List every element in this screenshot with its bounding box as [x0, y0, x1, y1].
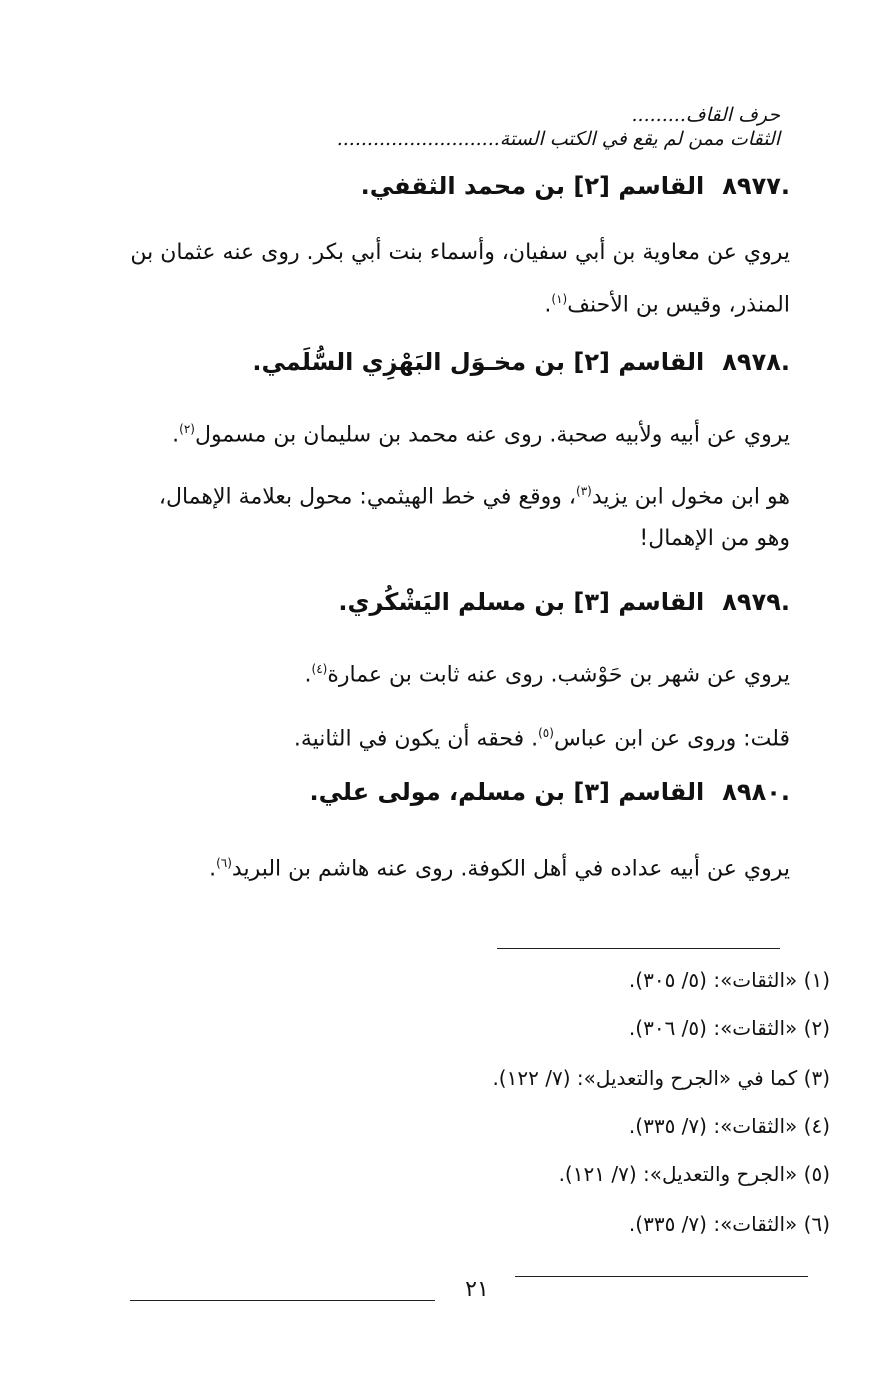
paragraph: [100, 408, 790, 456]
paragraph-text-tail: .: [304, 662, 312, 688]
paragraph: [100, 232, 790, 274]
entry-heading: [90, 348, 790, 376]
running-header-title: الثقات ممن لم يقع في الكتب الستة...........................: [336, 128, 780, 150]
footnote: (٤) «الثقات»: (٧/ ٣٣٥).: [628, 1114, 830, 1138]
entry-heading: [90, 588, 790, 616]
entry-heading: [90, 778, 790, 806]
footnote-ref: (٣): [576, 484, 592, 498]
paragraph-text-tail: .: [172, 422, 180, 448]
entry-name: القاسم [٣] بن مسلم اليَشْكُري.: [338, 588, 705, 616]
paragraph-text-tail: .: [544, 292, 552, 318]
footnote: (٦) «الثقات»: (٧/ ٣٣٥).: [628, 1212, 830, 1236]
paragraph-text: يروي عن معاوية بن أبي سفيان، وأسماء بنت أبي بكر. روى عنه عثمان بن: [130, 240, 790, 265]
entry-name: القاسم [٢] بن مخـوَل البَهْزِي السُّلَمي.: [252, 348, 705, 376]
entry-name: القاسم [٣] بن مسلم، مولى علي.: [309, 778, 705, 806]
footnote: (٢) «الثقات»: (٥/ ٣٠٦).: [628, 1016, 830, 1040]
paragraph-text-tail: ، ووقع في خط الهيثمي: محول بعلامة الإهمال،: [158, 484, 576, 510]
paragraph: [100, 278, 790, 326]
entry-number: .٨٩٧٧: [722, 172, 790, 200]
paragraph-text-tail: . فحقه أن يكون في الثانية.: [293, 726, 539, 752]
entry-number: .٨٩٧٨: [722, 348, 790, 376]
page-number: ٢١: [465, 1277, 489, 1302]
footnote-ref: (٤): [311, 662, 328, 676]
paragraph-text-tail: .: [209, 856, 217, 882]
paragraph-text: المنذر، وقيس بن الأحنف: [567, 292, 790, 318]
footnote-ref: (٦): [216, 856, 232, 870]
entry-heading: [90, 172, 790, 200]
footnote: (٣) كما في «الجرح والتعديل»: (٧/ ١٢٢).: [492, 1066, 830, 1090]
footnote: (٥) «الجرح والتعديل»: (٧/ ١٢١).: [558, 1162, 830, 1186]
paragraph-text: يروي عن أبيه عداده في أهل الكوفة. روى عنه هاشم بن البريد: [231, 856, 790, 882]
entry-number: .٨٩٨٠: [722, 778, 790, 806]
footnote-ref: (٥): [538, 726, 554, 740]
running-header-chapter: حرف القاف.........: [631, 104, 780, 126]
footer-rule-right: [515, 1276, 808, 1277]
paragraph: [100, 648, 790, 696]
paragraph: [100, 712, 790, 760]
paragraph-text: يروي عن أبيه ولأبيه صحبة. روى عنه محمد بن سليمان بن مسمول: [194, 422, 790, 448]
entry-name: القاسم [٢] بن محمد الثقفي.: [360, 172, 705, 200]
footnote-ref: (٢): [179, 422, 195, 436]
paragraph-text: يروي عن شهر بن حَوْشب. روى عنه ثابت بن عمارة: [327, 662, 790, 688]
footnote-ref: (١): [551, 292, 568, 306]
footer-rule-left: [130, 1300, 435, 1301]
footnote: (١) «الثقات»: (٥/ ٣٠٥).: [628, 968, 830, 992]
paragraph-text: وهو من الإهمال!: [639, 526, 790, 551]
footnotes-separator: [497, 948, 780, 949]
paragraph: [100, 518, 790, 560]
paragraph: [100, 470, 790, 518]
entry-number: .٨٩٧٩: [722, 588, 790, 616]
paragraph: [100, 842, 790, 890]
paragraph-text: هو ابن مخول ابن يزيد: [591, 484, 790, 510]
paragraph-text: قلت: وروى عن ابن عباس: [553, 726, 790, 752]
